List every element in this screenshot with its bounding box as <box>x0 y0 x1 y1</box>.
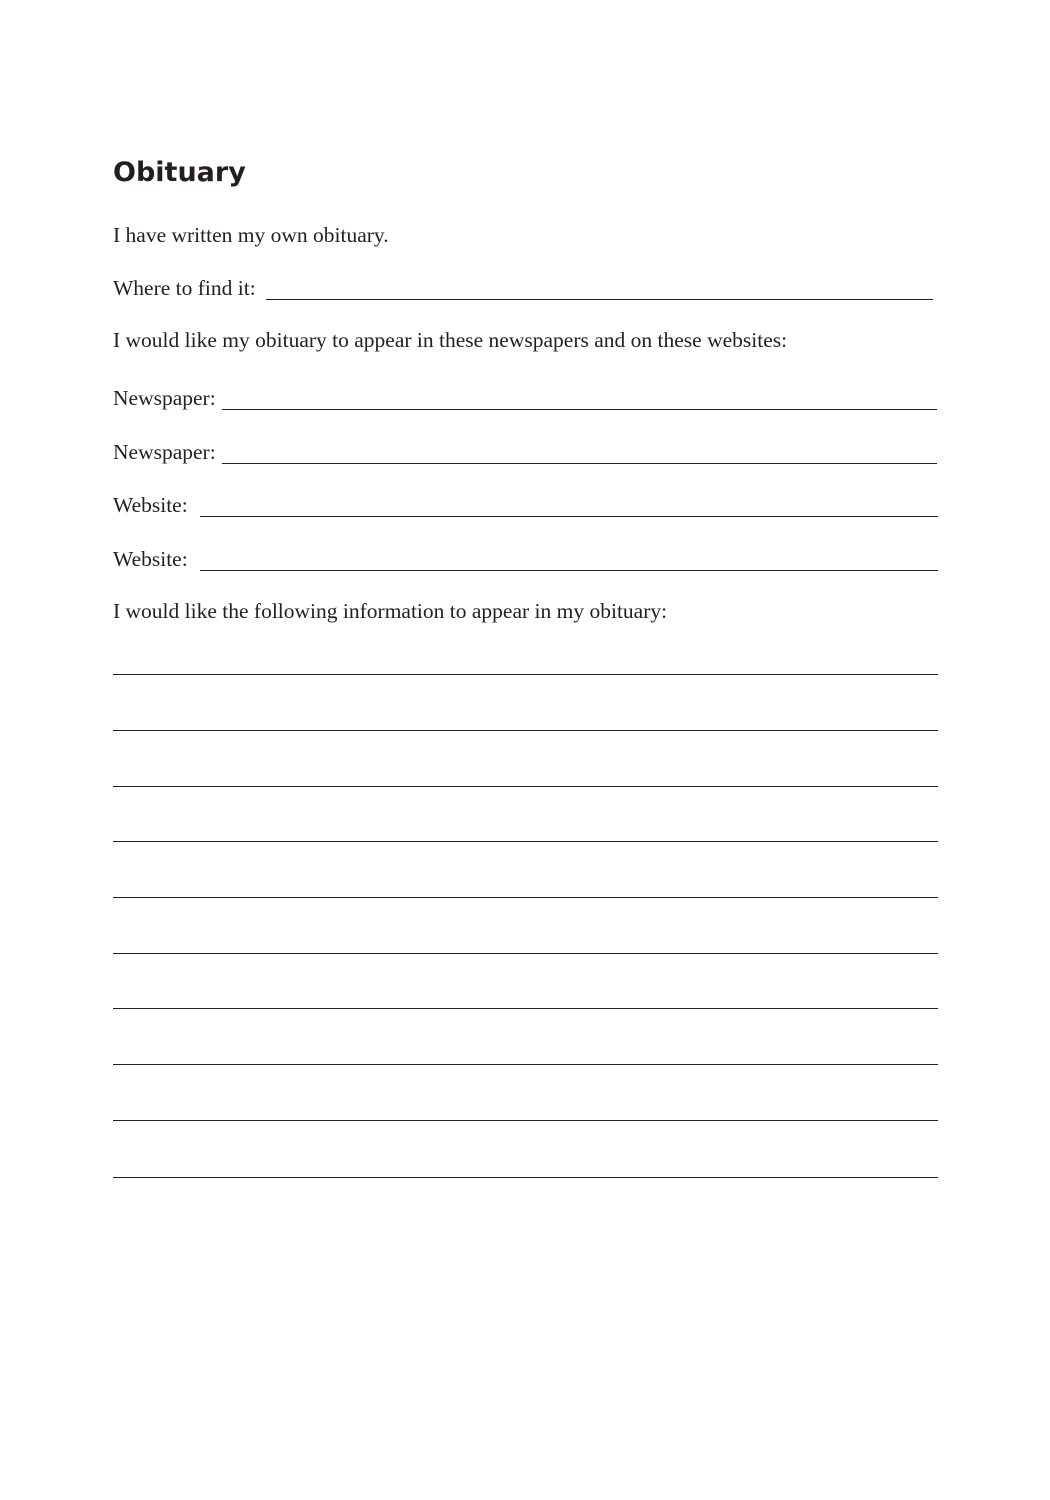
writing-line[interactable] <box>113 953 938 954</box>
website-label: Website: <box>113 493 188 517</box>
publish-intro-text: I would like my obituary to appear in these newspapers and on these websites: <box>113 328 788 352</box>
writing-line[interactable] <box>113 786 938 787</box>
writing-line[interactable] <box>113 1008 938 1009</box>
info-intro-text: I would like the following information to appear in my obituary: <box>113 599 668 623</box>
website-row-1 <box>113 489 938 519</box>
where-to-find-row <box>113 272 933 302</box>
writing-line[interactable] <box>113 730 938 731</box>
statement-written-text: I have written my own obituary. <box>113 223 389 247</box>
writing-line[interactable] <box>113 1064 938 1065</box>
writing-line[interactable] <box>113 1177 938 1178</box>
website-label: Website: <box>113 547 188 571</box>
writing-line[interactable] <box>113 897 938 898</box>
newspaper-label: Newspaper: <box>113 386 216 410</box>
newspaper-line[interactable] <box>222 463 937 464</box>
writing-line[interactable] <box>113 1120 938 1121</box>
writing-line[interactable] <box>113 841 938 842</box>
website-line[interactable] <box>200 516 938 517</box>
newspaper-line[interactable] <box>222 409 937 410</box>
website-line[interactable] <box>200 570 938 571</box>
newspaper-label: Newspaper: <box>113 440 216 464</box>
newspaper-row-2 <box>113 436 937 466</box>
writing-line[interactable] <box>113 674 938 675</box>
website-row-2 <box>113 543 938 573</box>
page-title: Obituary <box>113 157 246 188</box>
where-to-find-label: Where to find it: <box>113 276 256 300</box>
newspaper-row-1 <box>113 382 937 412</box>
where-to-find-line[interactable] <box>266 299 933 300</box>
